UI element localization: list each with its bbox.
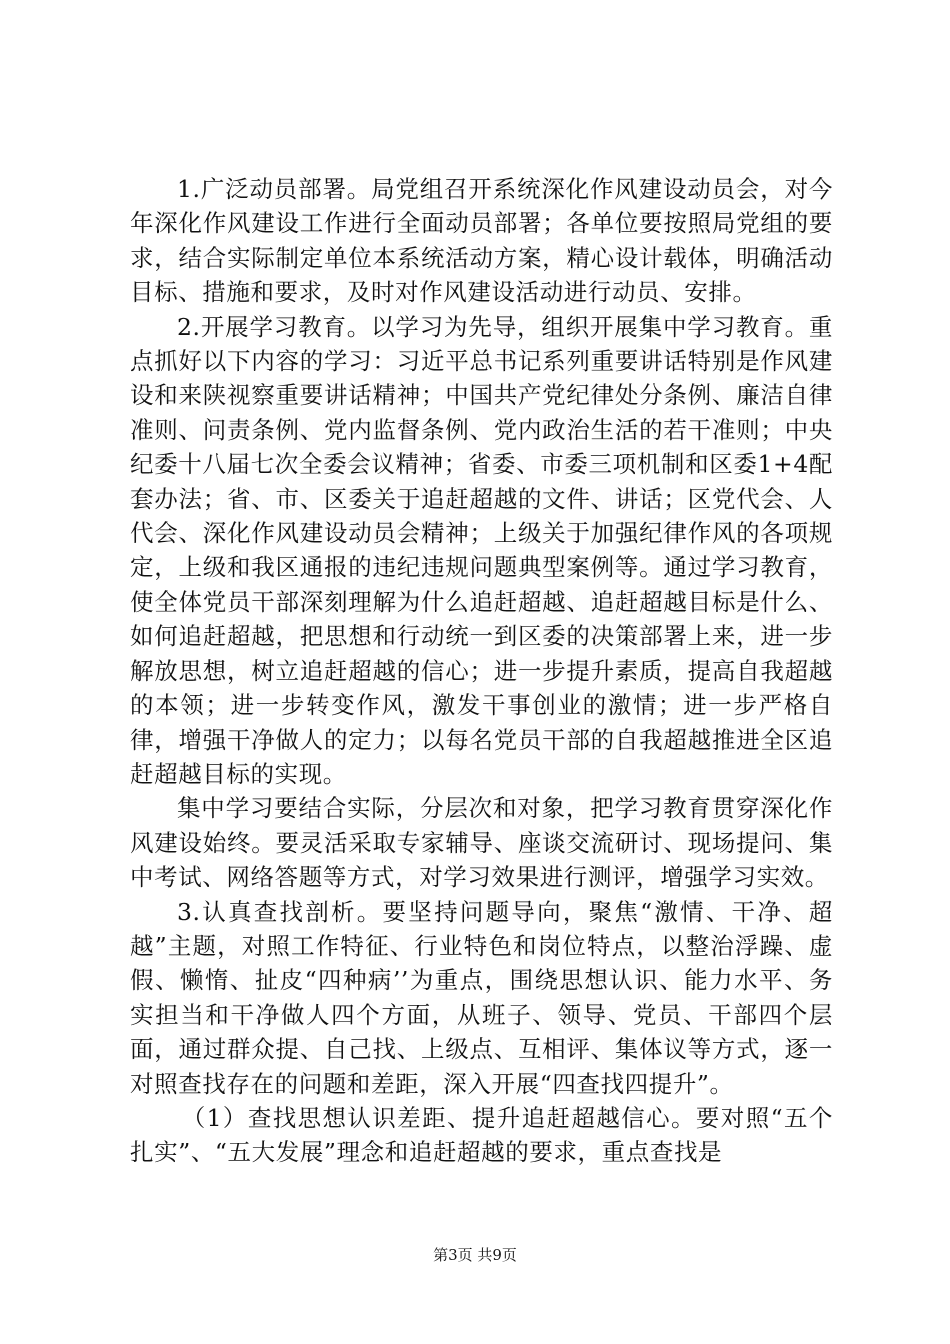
paragraph-mobilization: 1.广泛动员部署。局党组召开系统深化作风建设动员会，对今年深化作风建设工作进行全面动员部署；各单位要按照局党组的要求，结合实际制定单位本系统活动方案，精心设计载体，明确活动目标、措施和要求，及时对作风建设活动进行动员、安排。 bbox=[130, 175, 833, 307]
paragraph-study-education: 2.开展学习教育。以学习为先导，组织开展集中学习教育。重点抓好以下内容的学习：习近平总书记系列重要讲话特别是作风建设和来陕视察重要讲话精神；中国共产党纪律处分条例、廉洁自律准则、问责条例、党内监督条例、党内政治生活的若干准则；中央纪委十八届七次全委会议精神；省委、市委三项机制和区委1+4配套办法；省、市、区委关于追赶超越的文件、讲话；区党代会、人代会、深化作风建设动员会精神；上级关于加强纪律作风的各项规定，上级和我区通报的违纪违规问题典型案例等。通过学习教育，使全体党员干部深刻理解为什么追赶超越、追赶超越目标是什么、如何追赶超越，把思想和行动统一到区委的决策部署上来，进一步解放思想，树立追赶超越的信心；进一步提升素质，提高自我超越的本领；进一步转变作风，激发干事创业的激情；进一步严格自律，增强干净做人的定力；以每名党员干部的自我超越推进全区追赶超越目标的实现。 bbox=[130, 312, 833, 788]
document-body bbox=[130, 172, 833, 1170]
page-number-footer: 第3页 共9页 bbox=[433, 1246, 517, 1264]
paragraph-find-analyze: 3.认真查找剖析。要坚持问题导向，聚焦“激情、干净、超越”主题，对照工作特征、行业特色和岗位特点，以整治浮躁、虚假、懒惰、扯皮“四种病’’为重点，围绕思想认识、能力水平、务实担当和干净做人四个方面，从班子、领导、党员、干部四个层面，通过群众提、自己找、上级点、互相评、集体议等方式，逐一对照查找存在的问题和差距，深入开展“四查找四提升”。 bbox=[130, 897, 833, 1098]
paragraph-centralized-study: 集中学习要结合实际，分层次和对象，把学习教育贯穿深化作风建设始终。要灵活采取专家辅导、座谈交流研讨、现场提问、集中考试、网络答题等方式，对学习效果进行测评，增强学习实效。 bbox=[130, 794, 833, 892]
paragraph-thought-gap: （1）查找思想认识差距、提升追赶超越信心。要对照“五个扎实”、“五大发展”理念和追赶超越的要求，重点查找是 bbox=[130, 1103, 833, 1167]
